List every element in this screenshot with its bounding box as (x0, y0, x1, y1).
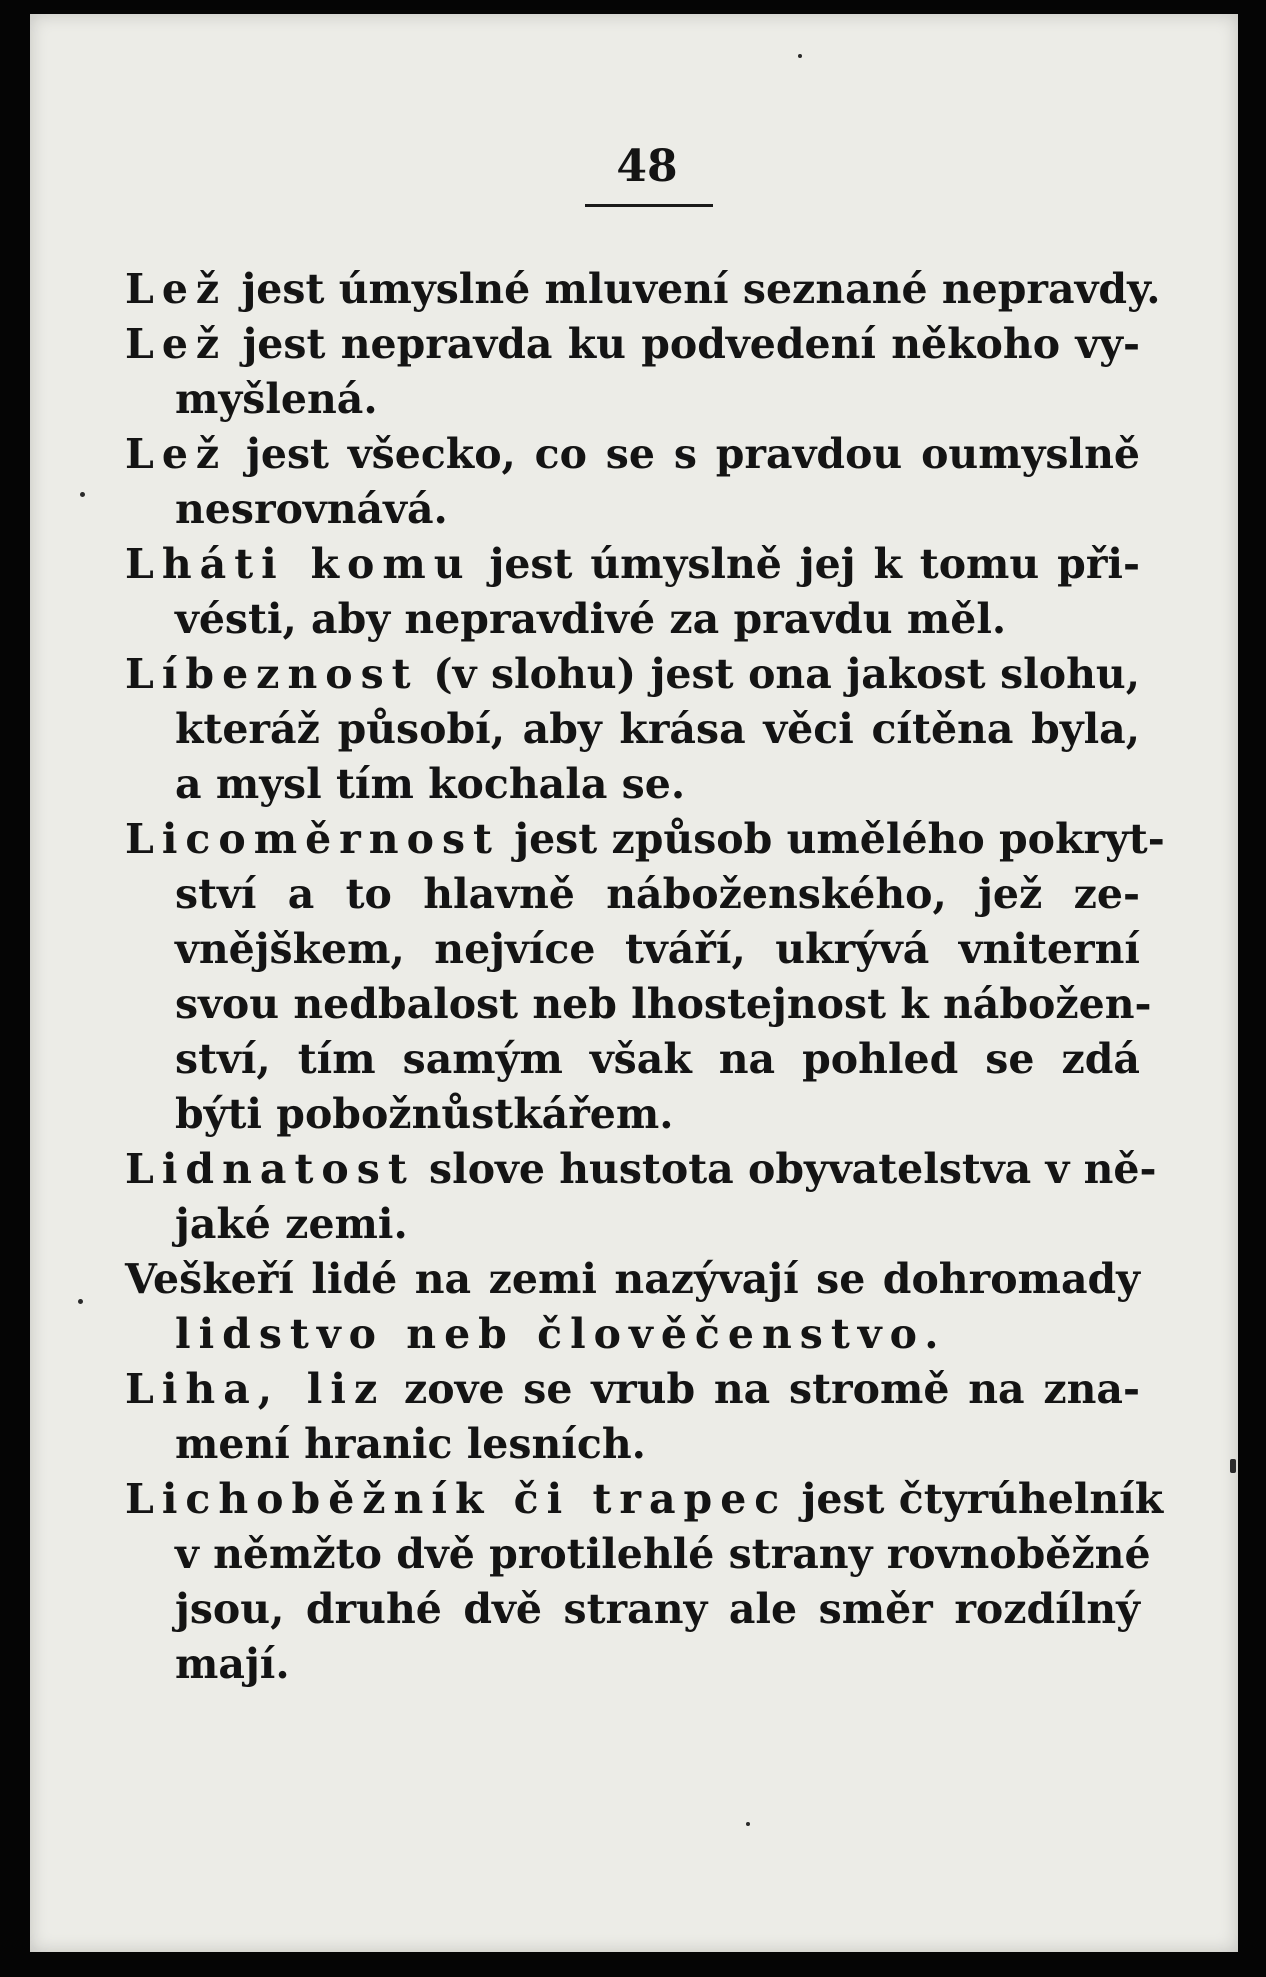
text-line: býti pobožnůstkářem. (175, 1090, 674, 1138)
text-line: ství, tím samým však na pohled se zdá (175, 1035, 1140, 1083)
entry-headword: Lež (125, 265, 228, 313)
text-line (125, 427, 1140, 482)
entry-headword: Lež (125, 320, 228, 368)
entry-text: jest úmyslně jej k tomu při- (471, 540, 1141, 588)
entry-text: slove hustota obyvatelstva v ně- (414, 1145, 1157, 1193)
entry-text: jest nepravda ku podvedení někoho vy- (227, 320, 1140, 368)
text-line: Veškeří lidé na zemi nazývají se dohromady (125, 1255, 1140, 1303)
text-line (125, 537, 1140, 592)
text-line (125, 262, 1161, 317)
text-line: mají. (175, 1640, 290, 1688)
text-line: mení hranic lesních. (175, 1420, 646, 1468)
entry-headword: Líbeznost (125, 650, 419, 698)
page-number: 48 (616, 141, 678, 192)
text-line (125, 1362, 1140, 1417)
entry-text: jest úmyslné mluvení seznané nepravdy. (227, 265, 1161, 313)
print-speck (798, 54, 802, 58)
text-line: vnějškem, nejvíce tváří, ukrývá vniterní (175, 925, 1140, 973)
text-line (125, 1142, 1157, 1197)
dictionary-text (125, 262, 1165, 1692)
text-line (125, 812, 1165, 867)
entry-text: jest čtyrúhelník (787, 1475, 1164, 1523)
print-speck (746, 1822, 750, 1826)
entry-text: (v slohu) jest ona jakost slohu, (418, 650, 1140, 698)
entry-headword: Liha, liz (125, 1365, 386, 1413)
entry-headword: Licoměrnost (125, 815, 500, 863)
text-line: jaké zemi. (175, 1200, 408, 1248)
entry-text: zove se vrub na stromě na zna- (385, 1365, 1140, 1413)
text-line: myšlená. (175, 375, 378, 423)
text-line: lidstvo neb člověčenstvo. (175, 1310, 947, 1358)
entry-headword: Lichoběžník či trapec (125, 1475, 788, 1523)
text-line (125, 1472, 1164, 1527)
text-line: nesrovnává. (175, 485, 448, 533)
text-line (125, 317, 1140, 372)
print-speck (78, 1299, 83, 1304)
entry-text: jest způsob umělého pokryt- (499, 815, 1165, 863)
text-line: v němžto dvě protilehlé strany rovnoběžné (175, 1530, 1151, 1578)
entry-text: jest všecko, co se s pravdou oumyslně (227, 430, 1140, 478)
entry-headword: Lháti komu (125, 540, 472, 588)
print-speck (1230, 1459, 1236, 1473)
page-number-rule (585, 204, 713, 207)
text-line: a mysl tím kochala se. (175, 760, 686, 808)
text-line: svou nedbalost neb lhostejnost k nábožen- (175, 980, 1152, 1028)
text-line (125, 647, 1140, 702)
text-line: ství a to hlavně náboženského, jež ze- (175, 870, 1140, 918)
print-speck (80, 492, 85, 497)
entry-headword: Lež (125, 430, 228, 478)
book-page (30, 14, 1238, 1952)
text-line: kteráž působí, aby krása věci cítěna byla, (175, 705, 1140, 753)
text-line: vésti, aby nepravdivé za pravdu měl. (175, 595, 1007, 643)
text-line: jsou, druhé dvě strany ale směr rozdílný (175, 1585, 1140, 1633)
entry-headword: Lidnatost (125, 1145, 415, 1193)
